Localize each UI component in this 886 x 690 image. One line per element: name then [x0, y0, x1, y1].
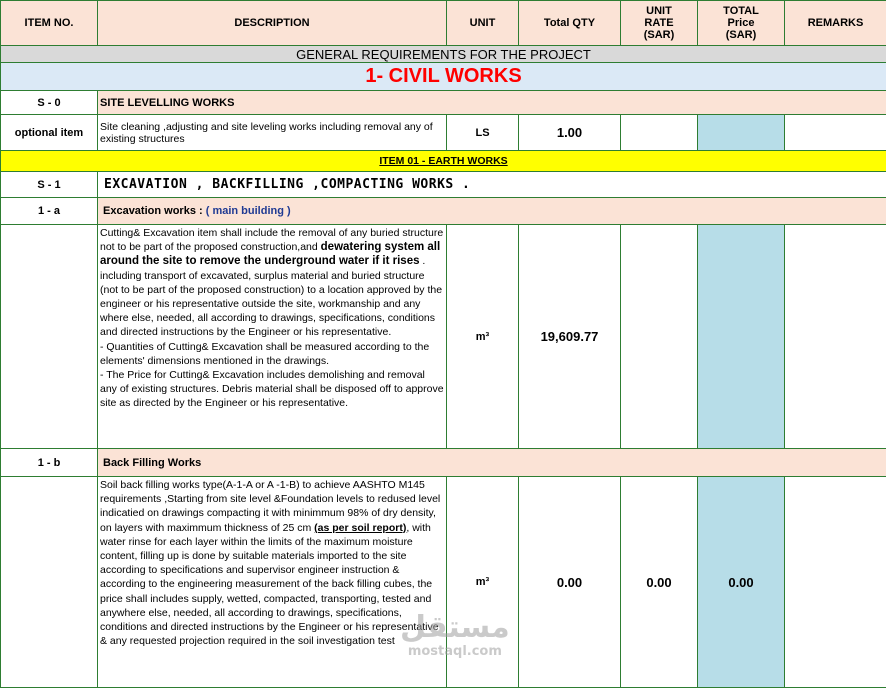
optional-remarks	[785, 115, 886, 151]
excavation-desc-3: - Quantities of Cutting& Excavation shall be measured according to the elements' dimensions mentioned in the drawings.	[100, 340, 430, 367]
civil-works-row	[1, 63, 886, 91]
watermark-latin: mostaql.com	[407, 644, 502, 659]
item-1b-row	[1, 449, 886, 477]
backfill-description	[98, 477, 447, 688]
item-1a-subtitle: ( main building )	[205, 205, 291, 217]
backfill-rate: 0.00	[621, 477, 698, 688]
backfill-qty: 0.00	[519, 477, 621, 688]
general-requirements: GENERAL REQUIREMENTS FOR THE PROJECT	[1, 46, 886, 63]
excavation-desc-4: - The Price for Cutting& Excavation includes demolishing and removal any of existing structures. Debris material shall be disposed off to approve site as directed by the Engineer or his representative.	[100, 369, 444, 410]
backfill-remarks	[785, 477, 886, 688]
optional-rate	[621, 115, 698, 151]
optional-row	[1, 115, 886, 151]
col-description: DESCRIPTION	[98, 1, 447, 46]
item-1b-no: 1 - b	[1, 449, 98, 477]
excavation-desc-bold: dewatering system all around the site to remove the underground water if it rises	[100, 241, 441, 268]
excavation-qty: 19,609.77	[519, 225, 621, 449]
s0-title: SITE LEVELLING WORKS	[98, 91, 886, 115]
optional-item: optional item	[1, 115, 98, 151]
s1-title: EXCAVATION , BACKFILLING ,COMPACTING WORKS .	[98, 172, 886, 198]
col-unit-rate	[621, 1, 698, 46]
col-total-qty: Total QTY	[519, 1, 621, 46]
backfill-desc-underlined: (as per soil report)	[314, 521, 407, 534]
earth-works-title: ITEM 01 - EARTH WORKS	[1, 151, 886, 172]
col-total-price-l3: (SAR)	[725, 29, 757, 41]
optional-description: Site cleaning ,adjusting and site leveling works including removal any of existing structures	[98, 115, 447, 151]
excavation-row	[1, 225, 886, 449]
item-1a-title: Excavation works :	[103, 205, 206, 217]
item-1a-no: 1 - a	[1, 198, 98, 225]
excavation-desc-1: Cutting& Excavation item shall include the removal of any buried structure not to be part of the proposed construction,and	[100, 227, 444, 254]
col-unit-rate-l2: RATE	[644, 17, 674, 29]
earth-works-row	[1, 151, 886, 172]
s1-row	[1, 172, 886, 198]
excavation-description	[98, 225, 447, 449]
optional-price	[698, 115, 785, 151]
backfill-desc-2: , with water rinse for each layer within the limits of the maximum moisture content, filling up is done by suitable materials imported to the site according to specifications and supervisor engineer instruction & according to the engineering measurement of the back filling cubes, the price shall includes supply, wetted, compacted, transporting, tested and anywhere else, needed, all according to drawings, specifications, conditions and directed instructions by the Engineer or his representative & any requested projection required in the soil investigation test	[100, 521, 439, 648]
excavation-price	[698, 225, 785, 449]
col-item-no: ITEM NO.	[1, 1, 98, 46]
excavation-remarks	[785, 225, 886, 449]
backfill-price: 0.00	[698, 477, 785, 688]
optional-qty: 1.00	[519, 115, 621, 151]
watermark-logo	[400, 612, 510, 659]
s1-item: S - 1	[1, 172, 98, 198]
excavation-item	[1, 225, 98, 449]
item-1a-title-cell	[98, 198, 886, 225]
excavation-unit: m³	[447, 225, 519, 449]
header-row	[1, 1, 886, 46]
col-total-price-l2: Price	[727, 17, 755, 29]
col-total-price-l1: TOTAL	[723, 5, 759, 17]
s0-item: S - 0	[1, 91, 98, 115]
item-1a-row	[1, 198, 886, 225]
optional-unit: LS	[447, 115, 519, 151]
backfill-unit: m³	[447, 477, 519, 688]
watermark-arabic: مستقل	[400, 610, 510, 645]
backfill-item	[1, 477, 98, 688]
s0-row	[1, 91, 886, 115]
item-1b-title: Back Filling Works	[98, 449, 886, 477]
col-remarks: REMARKS	[785, 1, 886, 46]
col-unit: UNIT	[447, 1, 519, 46]
general-requirements-row	[1, 46, 886, 63]
excavation-desc-2: . including transport of excavated, surplus material and buried structure (not to be part of the proposed construction) to a location approved by the engineer or his representative outside the site, workmanship and any where else, needed, all according to drawings, specifications, conditions and directed instructions by the Engineer or his representative.	[100, 255, 443, 339]
backfill-desc-1: Soil back filling works type(A-1-A or A -1-B) to achieve AASHTO M145 requirements ,Starting from site level &Foundation levels to redused level indicatied on drawings compacting it with minimmum 98% of dry density, on layers with maximmum thickness of 25 cm	[100, 479, 441, 534]
col-unit-rate-l3: (SAR)	[643, 29, 675, 41]
civil-works-title: 1- CIVIL WORKS	[1, 63, 886, 91]
col-total-price	[698, 1, 785, 46]
col-unit-rate-l1: UNIT	[646, 5, 672, 17]
excavation-rate	[621, 225, 698, 449]
